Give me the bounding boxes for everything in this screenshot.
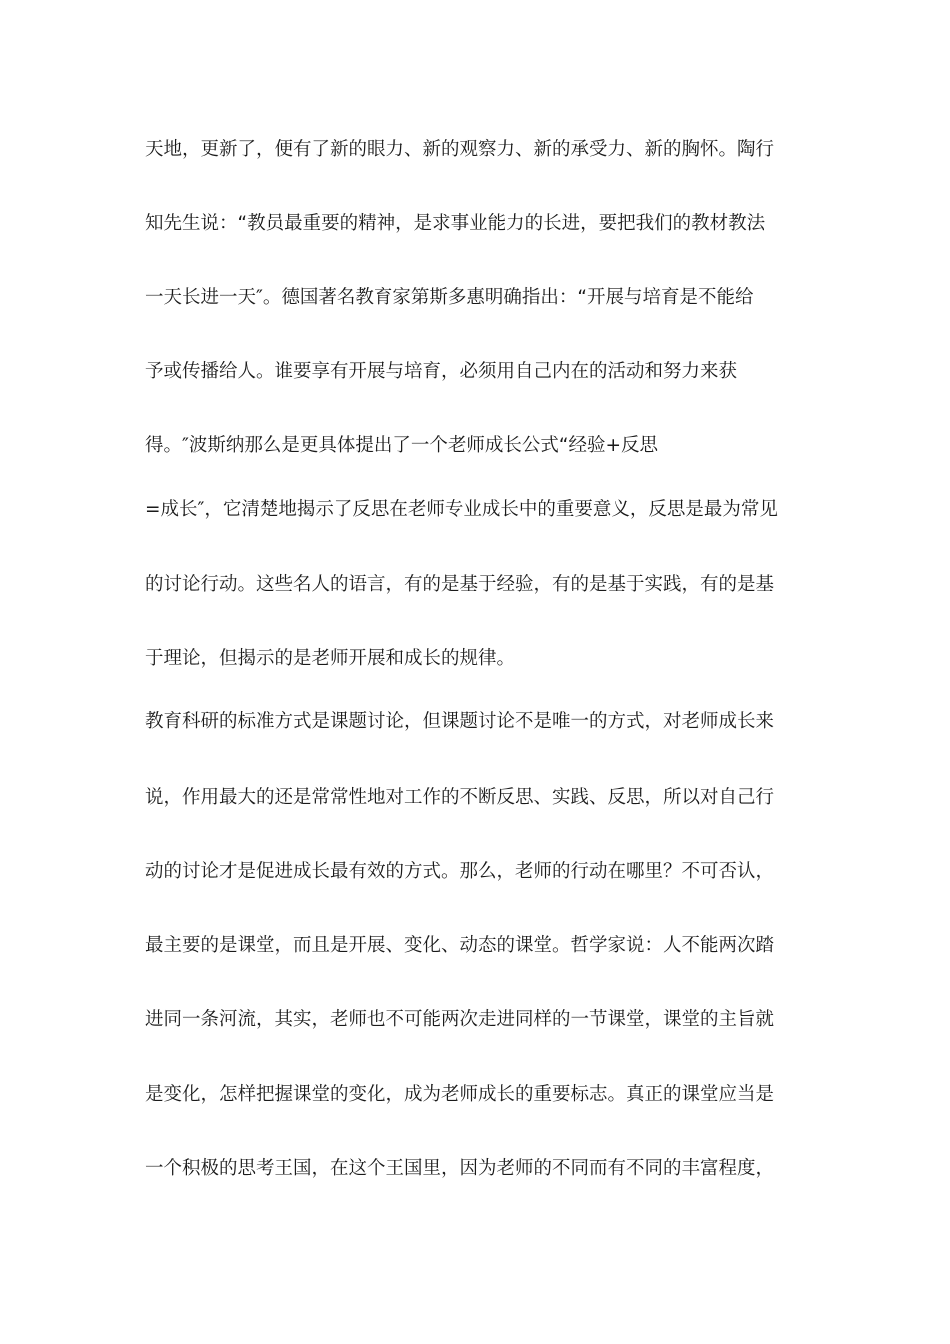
text-line-10: 说，作用最大的还是常常性地对工作的不断反思、实践、反思，所以对自己行 [145,787,775,808]
text-line-9: 教育科研的标准方式是课题讨论，但课题讨论不是唯一的方式，对老师成长来 [145,711,775,732]
text-line-3: 一天长进一天″。德国著名教育家第斯多惠明确指出：“开展与培育是不能给 [145,287,754,308]
text-line-1: 天地，更新了，便有了新的眼力、新的观察力、新的承受力、新的胸怀。陶行 [145,139,775,160]
text-line-13: 进同一条河流，其实，老师也不可能两次走进同样的一节课堂，课堂的主旨就 [145,1009,775,1030]
text-line-11: 动的讨论才是促进成长最有效的方式。那么，老师的行动在哪里？不可否认， [145,861,775,882]
text-line-15: 一个积极的思考王国，在这个王国里，因为老师的不同而有不同的丰富程度， [145,1158,775,1179]
text-line-8: 于理论，但揭示的是老师开展和成长的规律。 [145,648,516,669]
text-line-14: 是变化，怎样把握课堂的变化，成为老师成长的重要标志。真正的课堂应当是 [145,1084,775,1105]
text-line-5: 得。″波斯纳那么是更具体提出了一个老师成长公式“经验+反思 [145,435,658,456]
text-line-4: 予或传播给人。谁要享有开展与培育，必须用自己内在的活动和努力来获 [145,361,738,382]
text-line-7: 的讨论行动。这些名人的语言，有的是基于经验，有的是基于实践，有的是基 [145,574,775,595]
text-line-2: 知先生说：“教员最重要的精神，是求事业能力的长进，要把我们的教材教法 [145,213,766,234]
text-line-6: =成长″，它清楚地揭示了反思在老师专业成长中的重要意义，反思是最为常见 [145,499,778,520]
text-line-12: 最主要的是课堂，而且是开展、变化、动态的课堂。哲学家说：人不能两次踏 [145,935,775,956]
